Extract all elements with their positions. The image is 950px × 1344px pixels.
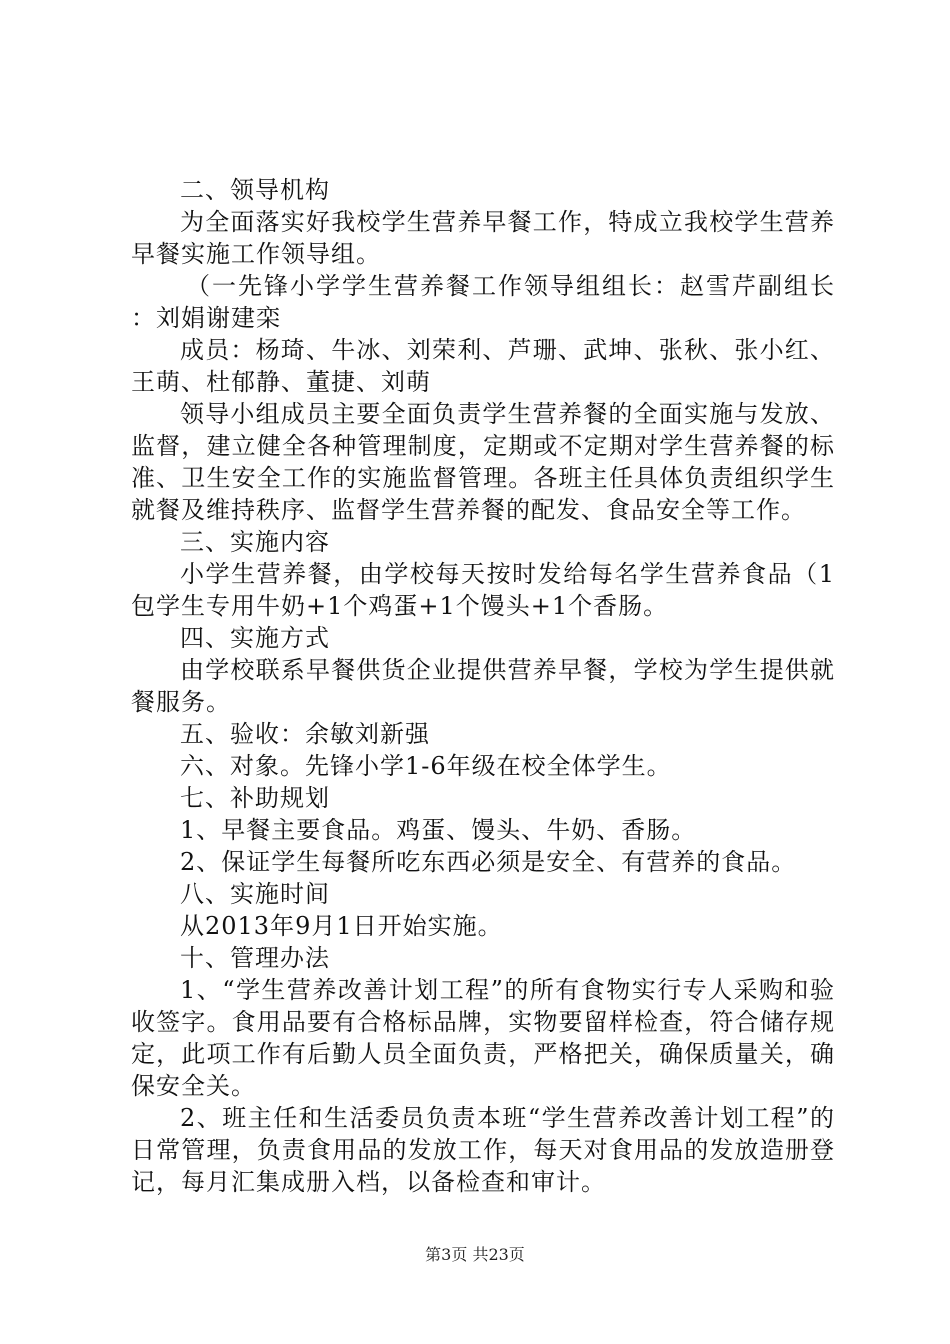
heading-content: 三、实施内容 [180, 528, 330, 556]
heading-method: 四、实施方式 [180, 624, 330, 652]
paragraph-time: 从2013年9月1日开始实施。 [180, 912, 503, 940]
paragraph-management-1: 1、“学生营养改善计划工程”的所有食物实行专人采购和验收签字。食用品要有合格标品牌，实物要留样检查，符合储存规定，此项工作有后勤人员全面负责，严格把关，确保质量关，确保安全关。 [131, 976, 835, 1100]
heading-leadership: 二、领导机构 [180, 176, 330, 204]
paragraph-members: 成员：杨琦、牛冰、刘荣利、芦珊、武坤、张秋、张小红、王萌、杜郁静、董捷、刘萌 [131, 336, 835, 396]
paragraph-responsibilities: 领导小组成员主要全面负责学生营养餐的全面实施与发放、监督，建立健全各种管理制度，定期或不定期对学生营养餐的标准、卫生安全工作的实施监督管理。各班主任具体负责组织学生就餐及维持秩序、监督学生营养餐的配发、食品安全等工作。 [131, 400, 835, 524]
paragraph-meal-items: 小学生营养餐，由学校每天按时发给每名学生营养食品（1包学生专用牛奶+1个鸡蛋+1个馒头+1个香肠。 [131, 560, 835, 620]
heading-management: 十、管理办法 [180, 944, 330, 972]
page-number: 第3页 共23页 [425, 1245, 525, 1264]
heading-time: 八、实施时间 [180, 880, 330, 908]
paragraph-subsidy-1: 1、早餐主要食品。鸡蛋、馒头、牛奶、香肠。 [180, 816, 697, 844]
paragraph-purpose: 为全面落实好我校学生营养早餐工作，特成立我校学生营养早餐实施工作领导组。 [131, 208, 835, 268]
paragraph-management-2: 2、班主任和生活委员负责本班“学生营养改善计划工程”的日常管理，负责食用品的发放工作，每天对食用品的发放造册登记，每月汇集成册入档，以备检查和审计。 [131, 1104, 835, 1196]
paragraph-method: 由学校联系早餐供货企业提供营养早餐，学校为学生提供就餐服务。 [131, 656, 835, 716]
heading-target: 六、对象。先锋小学1-6年级在校全体学生。 [180, 752, 672, 780]
heading-subsidy: 七、补助规划 [180, 784, 330, 812]
heading-acceptance: 五、验收：余敏刘新强 [180, 720, 430, 748]
paragraph-subsidy-2: 2、保证学生每餐所吃东西必须是安全、有营养的食品。 [180, 848, 797, 876]
document-body [131, 174, 835, 1198]
paragraph-leaders: （一先锋小学学生营养餐工作领导组组长：赵雪芹副组长：刘娟谢建栾 [131, 272, 835, 332]
